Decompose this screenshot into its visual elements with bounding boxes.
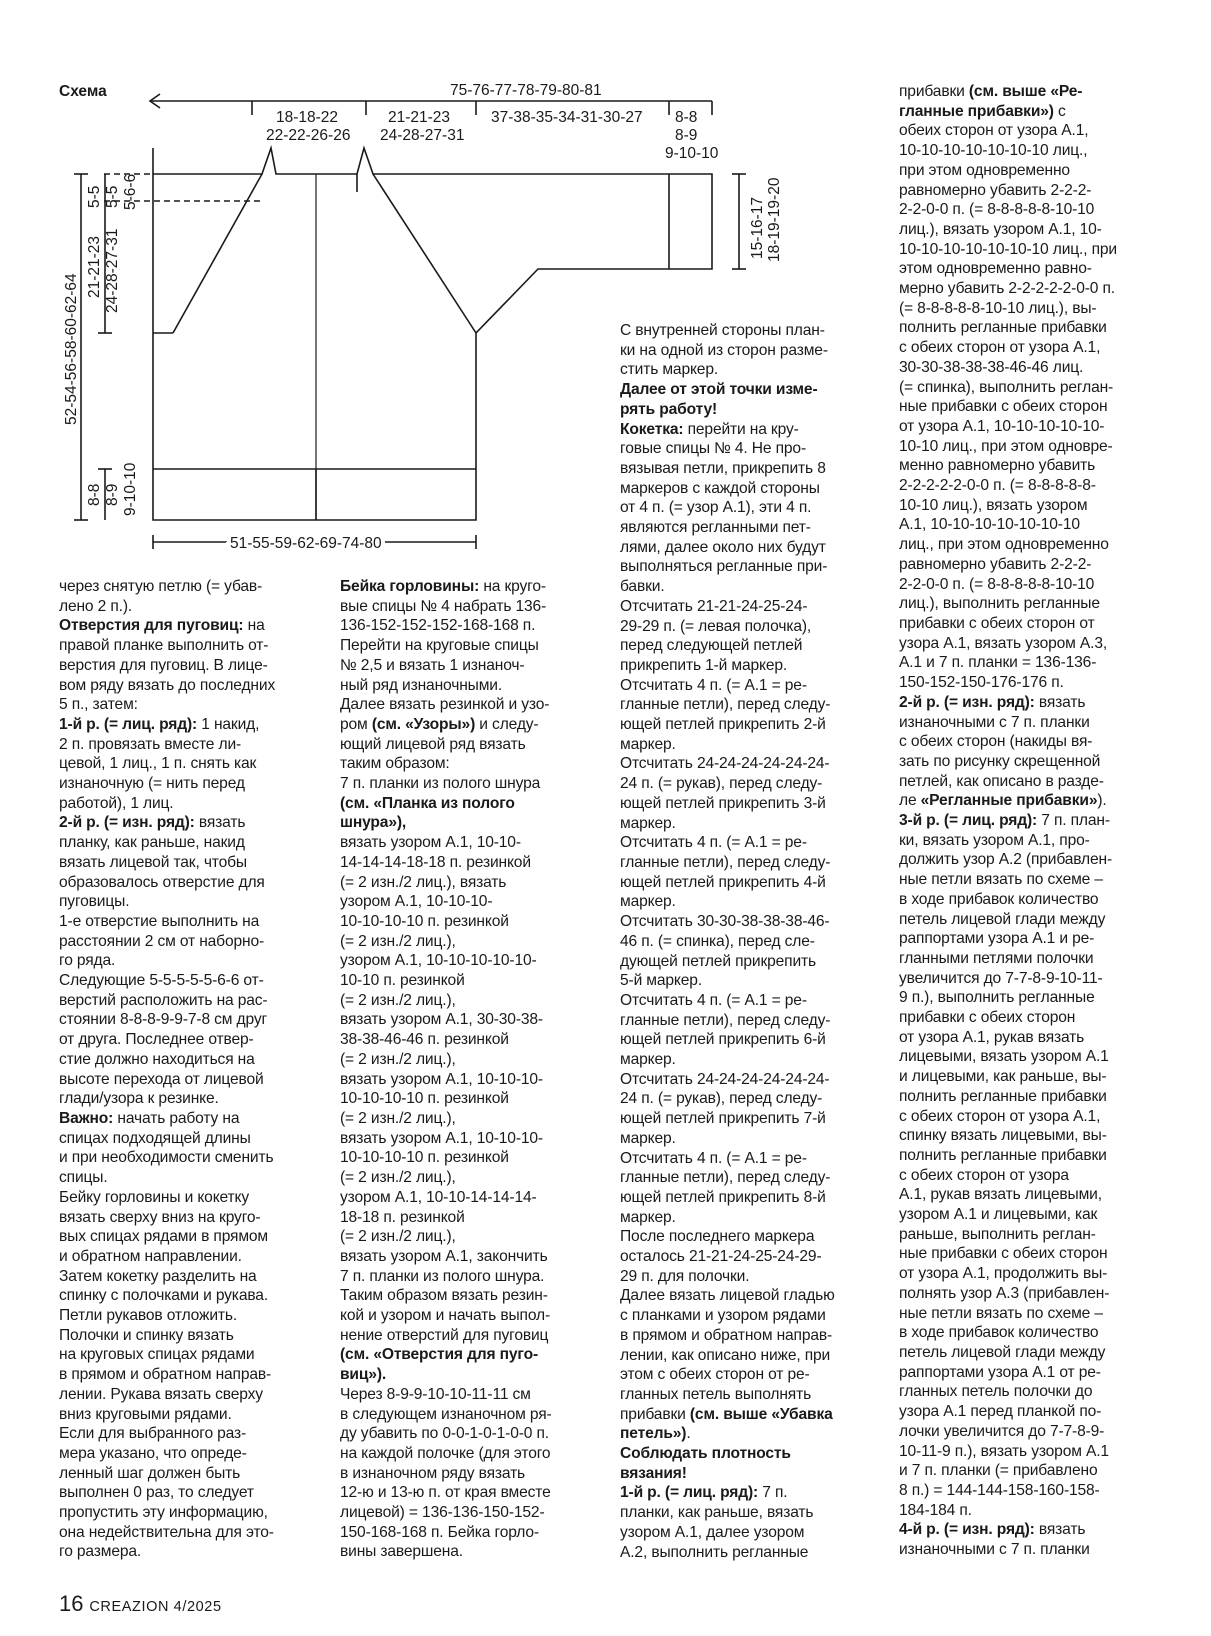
text-segment: Далее от этой точки изме- рять работу! Кокетка: bbox=[620, 381, 818, 438]
v-rib-label-2: 8-9 bbox=[104, 483, 121, 506]
text-segment: через снятую петлю (= убав- лено 2 п.). bbox=[59, 578, 263, 615]
text-segment: на правой планке выполнить от- верстия для пуговиц. В лице- вом ряду вязать до последних 5 п., затем: bbox=[59, 617, 276, 714]
v-neck-label-c: 5-6-6 bbox=[122, 173, 139, 210]
sleeve-top-label: 37-38-35-34-31-30-27 bbox=[491, 109, 643, 126]
text-segment: вязать планку, как раньше, накид вязать лицевой так, чтобы образовалось отверстие для пуговицы. 1-е отверстие выполнить на расстоянии 2 см от наборно- го ряда. Следующие 5-5-5-5-5-6-6 от- верстий расположить на рас- стоянии 8-8-8-9-9-7-8 см друг от друга. Последнее отвер- стие должно находиться на высоте перехода от лицевой глади/узора к резинке. bbox=[59, 814, 268, 1108]
text-column-1 bbox=[59, 577, 321, 1562]
text-segment: Соблюдать плотность вязания! 1-й р. (= лиц. ряд): bbox=[620, 1445, 791, 1502]
text-segment: 7 п. план- ки, вязать узором А.1, про- должить узор А.2 (прибавлен- ные петли вязать по схеме – в ходе прибавок количество петель лицевой глади между раппортами узора А.1 и ре- гланными петлями полочки увеличится до 7-7-8-9-10-11- 9 п.), выполнить регланные прибавки с обеих сторон от узора А.1, рукав вязать лицевыми, вязать узором А.1 и лицевыми, как раньше, вы- полнить регланные прибавки с обеих сторон от узора А.1, спинку вязать лицевыми, вы- полнить регланные прибавки с обеих сторон от узора А.1, рукав вязать лицевыми, узором А.1 и лицевыми, как раньше, выполнить реглан- ные прибавки с обеих сторон от узора А.1, продолжить вы- полнять узор А.3 (прибавлен- ные петли вязать по схеме – в ходе прибавок количество петель лицевой глади между раппортами узора А.1 от ре- гланных петель полочки до узора А.1 перед планкой по- лочки увеличится до 7-7-8-9- 10-11-9 п.), вязать узором А.1 и 7 п. планки (= прибавлено 8 п.) = 144-144-158-160-158- 184-184 п. bbox=[899, 812, 1113, 1519]
text-segment: 1 накид, 2 п. провязать вместе ли- цевой, 1 лиц., 1 п. снять как изнаночную (= нить перед работой), 1 лиц. bbox=[59, 715, 260, 812]
page-number: 16 bbox=[59, 1591, 84, 1616]
text-segment: прибавки bbox=[899, 83, 969, 100]
v-raglan-label-2: 24-28-27-31 bbox=[104, 228, 121, 313]
shoulder-label-1: 21-21-23 bbox=[388, 109, 451, 126]
text-segment: 3-й р. (= лиц. ряд): bbox=[899, 812, 1038, 830]
neck-gap-label-2: 22-22-26-26 bbox=[266, 127, 351, 144]
magazine-issue: CREAZION 4/2025 bbox=[89, 1599, 222, 1615]
v-neck-label-b: 5-5 bbox=[104, 185, 121, 208]
text-segment: вязать изнаночными с 7 п. планки bbox=[899, 1521, 1090, 1559]
diagram-title: Схема bbox=[59, 83, 107, 100]
text-segment: Бейка горловины: bbox=[340, 578, 480, 595]
cuff-label-3: 9-10-10 bbox=[665, 145, 719, 162]
v-raglan-label-1: 21-21-23 bbox=[86, 235, 103, 298]
cuff-label-1: 8-8 bbox=[675, 109, 698, 126]
sleeve-width-label-2: 18-19-19-20 bbox=[766, 177, 783, 262]
raglan-line-left bbox=[173, 174, 262, 333]
text-segment: на круго- вые спицы № 4 набрать 136- 136-152-152-152-168-168 п. Перейти на круговые спицы № 2,5 и вязать 1 изнаноч- ный ряд изнаночными. Далее вязать резинкой и узо- ром bbox=[340, 578, 550, 733]
text-segment: Через 8-9-9-10-10-11-11 см в следующем изнаночном ря- ду убавить по 0-0-1-0-1-0-0 п. на каждой полочке (для этого в изнаночном ряду вязать 12-ю и 13-ю п. от края вместе лицевой) = 136-136-150-152- 150-168-168 п. Бейка горло- вины завершена. bbox=[340, 1385, 552, 1561]
text-segment: 2-й р. (= изн. ряд): bbox=[59, 814, 195, 832]
sleeve-width-label-1: 15-16-17 bbox=[749, 196, 766, 259]
text-segment: вязать узором А.1, 10-10- 14-14-14-18-18 п. резинкой (= 2 изн./2 лиц.), вязать узором А.1, 10-10-10- 10-10-10-10 п. резинкой (= 2 изн./2 лиц.), узором А.1, 10-10-10-10-10- 10-10 п. резинкой (= 2 изн./2 лиц.), вязать узором А.1, 30-30-38- 38-38-46-46 п. резинкой (= 2 изн./2 лиц.), вязать узором А.1, 10-10-10- 10-10-10-10 п. резинкой (= 2 изн./2 лиц.), вязать узором А.1, 10-10-10- 10-10-10-10 п. резинкой (= 2 изн./2 лиц.), узором А.1, 10-10-14-14-14- 18-18 п. резинкой (= 2 изн./2 лиц.), вязать узором А.1, закончить 7 п. планки из полого шнура. Таким образом вязать резин- кой и узором и начать выпол- нение отверстий для пуговиц bbox=[340, 834, 550, 1344]
text-segment: Отверстия для пуговиц: bbox=[59, 617, 244, 635]
text-segment: ). bbox=[1097, 792, 1107, 810]
text-segment: . bbox=[686, 1425, 691, 1443]
text-column-3 bbox=[620, 321, 882, 1562]
v-total-label: 52-54-56-58-60-62-64 bbox=[63, 273, 80, 425]
text-segment: вязать изнаночными с 7 п. планки с обеих сторон (накиды вя- зать по рисунку скрещенной петлей, как описано в разде- ле bbox=[899, 693, 1104, 810]
text-segment: «Регланные прибавки» bbox=[920, 792, 1098, 810]
v-neck-label-a: 5-5 bbox=[86, 185, 103, 208]
text-segment: (см. «Планка из полого шнура»), bbox=[340, 794, 515, 832]
text-segment: (см. выше «Убавка петель») bbox=[620, 1405, 833, 1443]
text-column-4 bbox=[899, 82, 1161, 1560]
text-segment: и следу- ющий лицевой ряд вязать таким образом: 7 п. планки из полого шнура bbox=[340, 715, 541, 793]
text-segment: 1-й р. (= лиц. ряд): bbox=[59, 715, 198, 733]
text-segment: с обеих сторон от узора А.1, 10-10-10-10-10-10-10 лиц., при этом одновременно равномерно убавить 2-2-2- 2-2-0-0 п. (= 8-8-8-8-8-10-10 лиц.), вязать узором А.1, 10- 10-10-10-10-10-10-10 лиц., при этом одновременно равно- мерно убавить 2-2-2-2-2-0-0 п. (= 8-8-8-8-8-10-10 лиц.), вы- полнить регланные прибавки с обеих сторон от узора А.1, 30-30-38-38-38-46-46 лиц. (= спинка), выполнить реглан- ные прибавки с обеих сторон от узора А.1, 10-10-10-10-10- 10-10 лиц., при этом одновре- менно равномерно убавить 2-2-2-2-2-0-0 п. (= 8-8-8-8-8- 10-10 лиц.), вязать узором А.1, 10-10-10-10-10-10-10 лиц., при этом одновременно равномерно убавить 2-2-2- 2-2-0-0 п. (= 8-8-8-8-8-10-10 лиц.), выполнить регланные прибавки с обеих сторон от узора А.1, вязать узором А.3, А.1 и 7 п. планки = 136-136- 150-152-150-176-176 п. bbox=[899, 102, 1117, 692]
top-total-label: 75-76-77-78-79-80-81 bbox=[450, 82, 602, 99]
text-segment: 4-й р. (= изн. ряд): bbox=[899, 1521, 1035, 1539]
text-segment: (см. «Узоры») bbox=[371, 715, 476, 733]
text-segment: Важно: bbox=[59, 1109, 114, 1127]
bottom-width-label: 51-55-59-62-69-74-80 bbox=[230, 535, 382, 552]
text-segment: (см. «Отверстия для пуго- виц»). bbox=[340, 1346, 538, 1384]
v-rib-label-1: 8-8 bbox=[86, 483, 103, 506]
raglan-line-right bbox=[373, 174, 476, 333]
text-segment: начать работу на спицах подходящей длины и при необходимости сменить спицы. Бейку горловины и кокетку вязать сверху вниз на круго- вых спицах рядами в прямом и обратном направлении. Затем кокетку разделить на спинку с полочками и рукава. Петли рукавов отложить. Полочки и спинку вязать на круговых спицах рядами в прямом и обратном направ- лении. Рукава вязать сверху вниз круговыми рядами. Если для выбранного раз- мера указано, что опреде- ленный шаг должен быть выполнен 0 раз, то следует пропустить эту информацию, она недействительна для это- го размера. bbox=[59, 1109, 274, 1561]
text-segment: 7 п. планки, как раньше, вязать узором А.1, далее узором А.2, выполнить регланные bbox=[620, 1484, 814, 1561]
text-column-2 bbox=[340, 577, 602, 1562]
text-segment: (см. выше «Ре- гланные прибавки») bbox=[899, 83, 1083, 120]
page-footer bbox=[59, 1592, 222, 1619]
shoulder-label-2: 24-28-27-31 bbox=[380, 127, 465, 144]
text-segment: 2-й р. (= изн. ряд): bbox=[899, 693, 1035, 711]
text-segment: перейти на кру- говые спицы № 4. Не про- вязывая петли, прикрепить 8 маркеров с каждой стороны от 4 п. (= узор А.1), эти 4 п. являются регланными пет- лями, далее около них будут выполняться регланные при- бавки. Отсчитать 21-21-24-25-24- 29-29 п. (= левая полочка), перед следующей петлей прикрепить 1-й маркер. Отсчитать 4 п. (= А.1 = ре- гланные петли), перед следу- ющей петлей прикрепить 2-й маркер. Отсчитать 24-24-24-24-24-24- 24 п. (= рукав), перед следу- ющей петлей прикрепить 3-й маркер. Отсчитать 4 п. (= А.1 = ре- гланные петли), перед следу- ющей петлей прикрепить 4-й маркер. Отсчитать 30-30-38-38-38-46- 46 п. (= спинка), перед сле- дующей петлей прикрепить 5-й маркер. Отсчитать 4 п. (= А.1 = ре- гланные петли), перед следу- ющей петлей прикрепить 6-й маркер. Отсчитать 24-24-24-24-24-24- 24 п. (= рукав), перед следу- ющей петлей прикрепить 7-й маркер. Отсчитать 4 п. (= А.1 = ре- гланные петли), перед следу- ющей петлей прикрепить 8-й маркер. После последнего маркера осталось 21-21-24-25-24-29- 29 п. для полочки. Далее вязать лицевой гладью с планками и узором рядами в прямом и обратном направ- лении, как описано ниже, при этом с обеих сторон от ре- гланных петель выполнять прибавки bbox=[620, 420, 835, 1423]
neck-gap-label-1: 18-18-22 bbox=[276, 109, 339, 126]
text-segment: С внутренней стороны план- ки на одной из сторон разме- стить маркер. bbox=[620, 322, 828, 379]
cuff-label-2: 8-9 bbox=[675, 127, 698, 144]
v-rib-label-3: 9-10-10 bbox=[122, 462, 139, 516]
